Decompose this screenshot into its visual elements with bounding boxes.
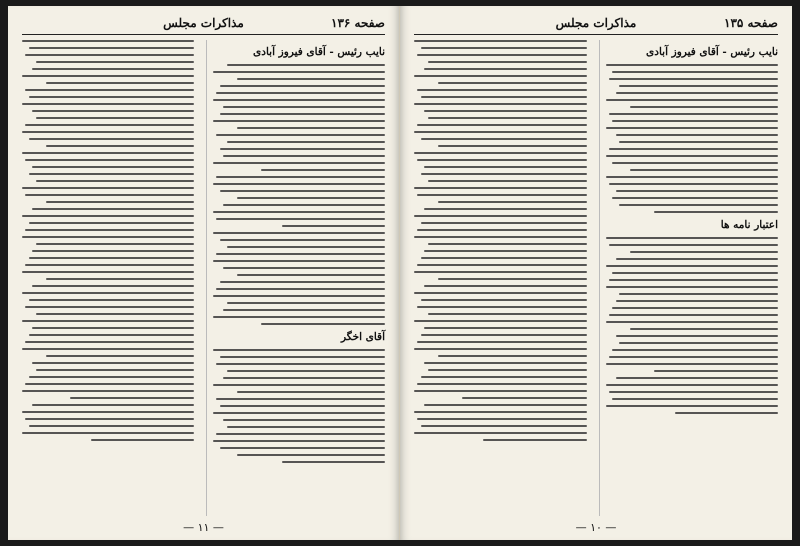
right-running-head — [414, 16, 778, 35]
left-col-left — [22, 40, 194, 516]
right-col-right — [599, 40, 779, 516]
right-page-number: — ۱۰ — — [575, 521, 617, 534]
left-speaker-1: نایب رئیس - آقای فیروز آبادی — [253, 46, 385, 58]
left-page-label: صفحه ۱۳۶ — [331, 16, 385, 30]
left-speaker-2: آقای اخگر — [340, 331, 385, 343]
left-book-title: مذاکرات مجلس — [163, 16, 244, 30]
right-page — [400, 6, 792, 540]
left-col-right — [206, 40, 385, 516]
book-spread — [8, 6, 792, 540]
left-running-head — [22, 16, 385, 35]
right-col-left — [414, 40, 587, 516]
right-columns — [414, 40, 778, 516]
left-page-number: — ۱۱ — — [183, 521, 224, 534]
left-columns — [22, 40, 385, 516]
left-page — [8, 6, 400, 540]
right-book-title: مذاکرات مجلس — [555, 16, 637, 30]
right-speaker-2: اعتبار نامه ها — [720, 219, 778, 231]
right-speaker-1: نایب رئیس - آقای فیروز آبادی — [646, 46, 778, 58]
right-page-label: صفحه ۱۳۵ — [724, 16, 778, 30]
